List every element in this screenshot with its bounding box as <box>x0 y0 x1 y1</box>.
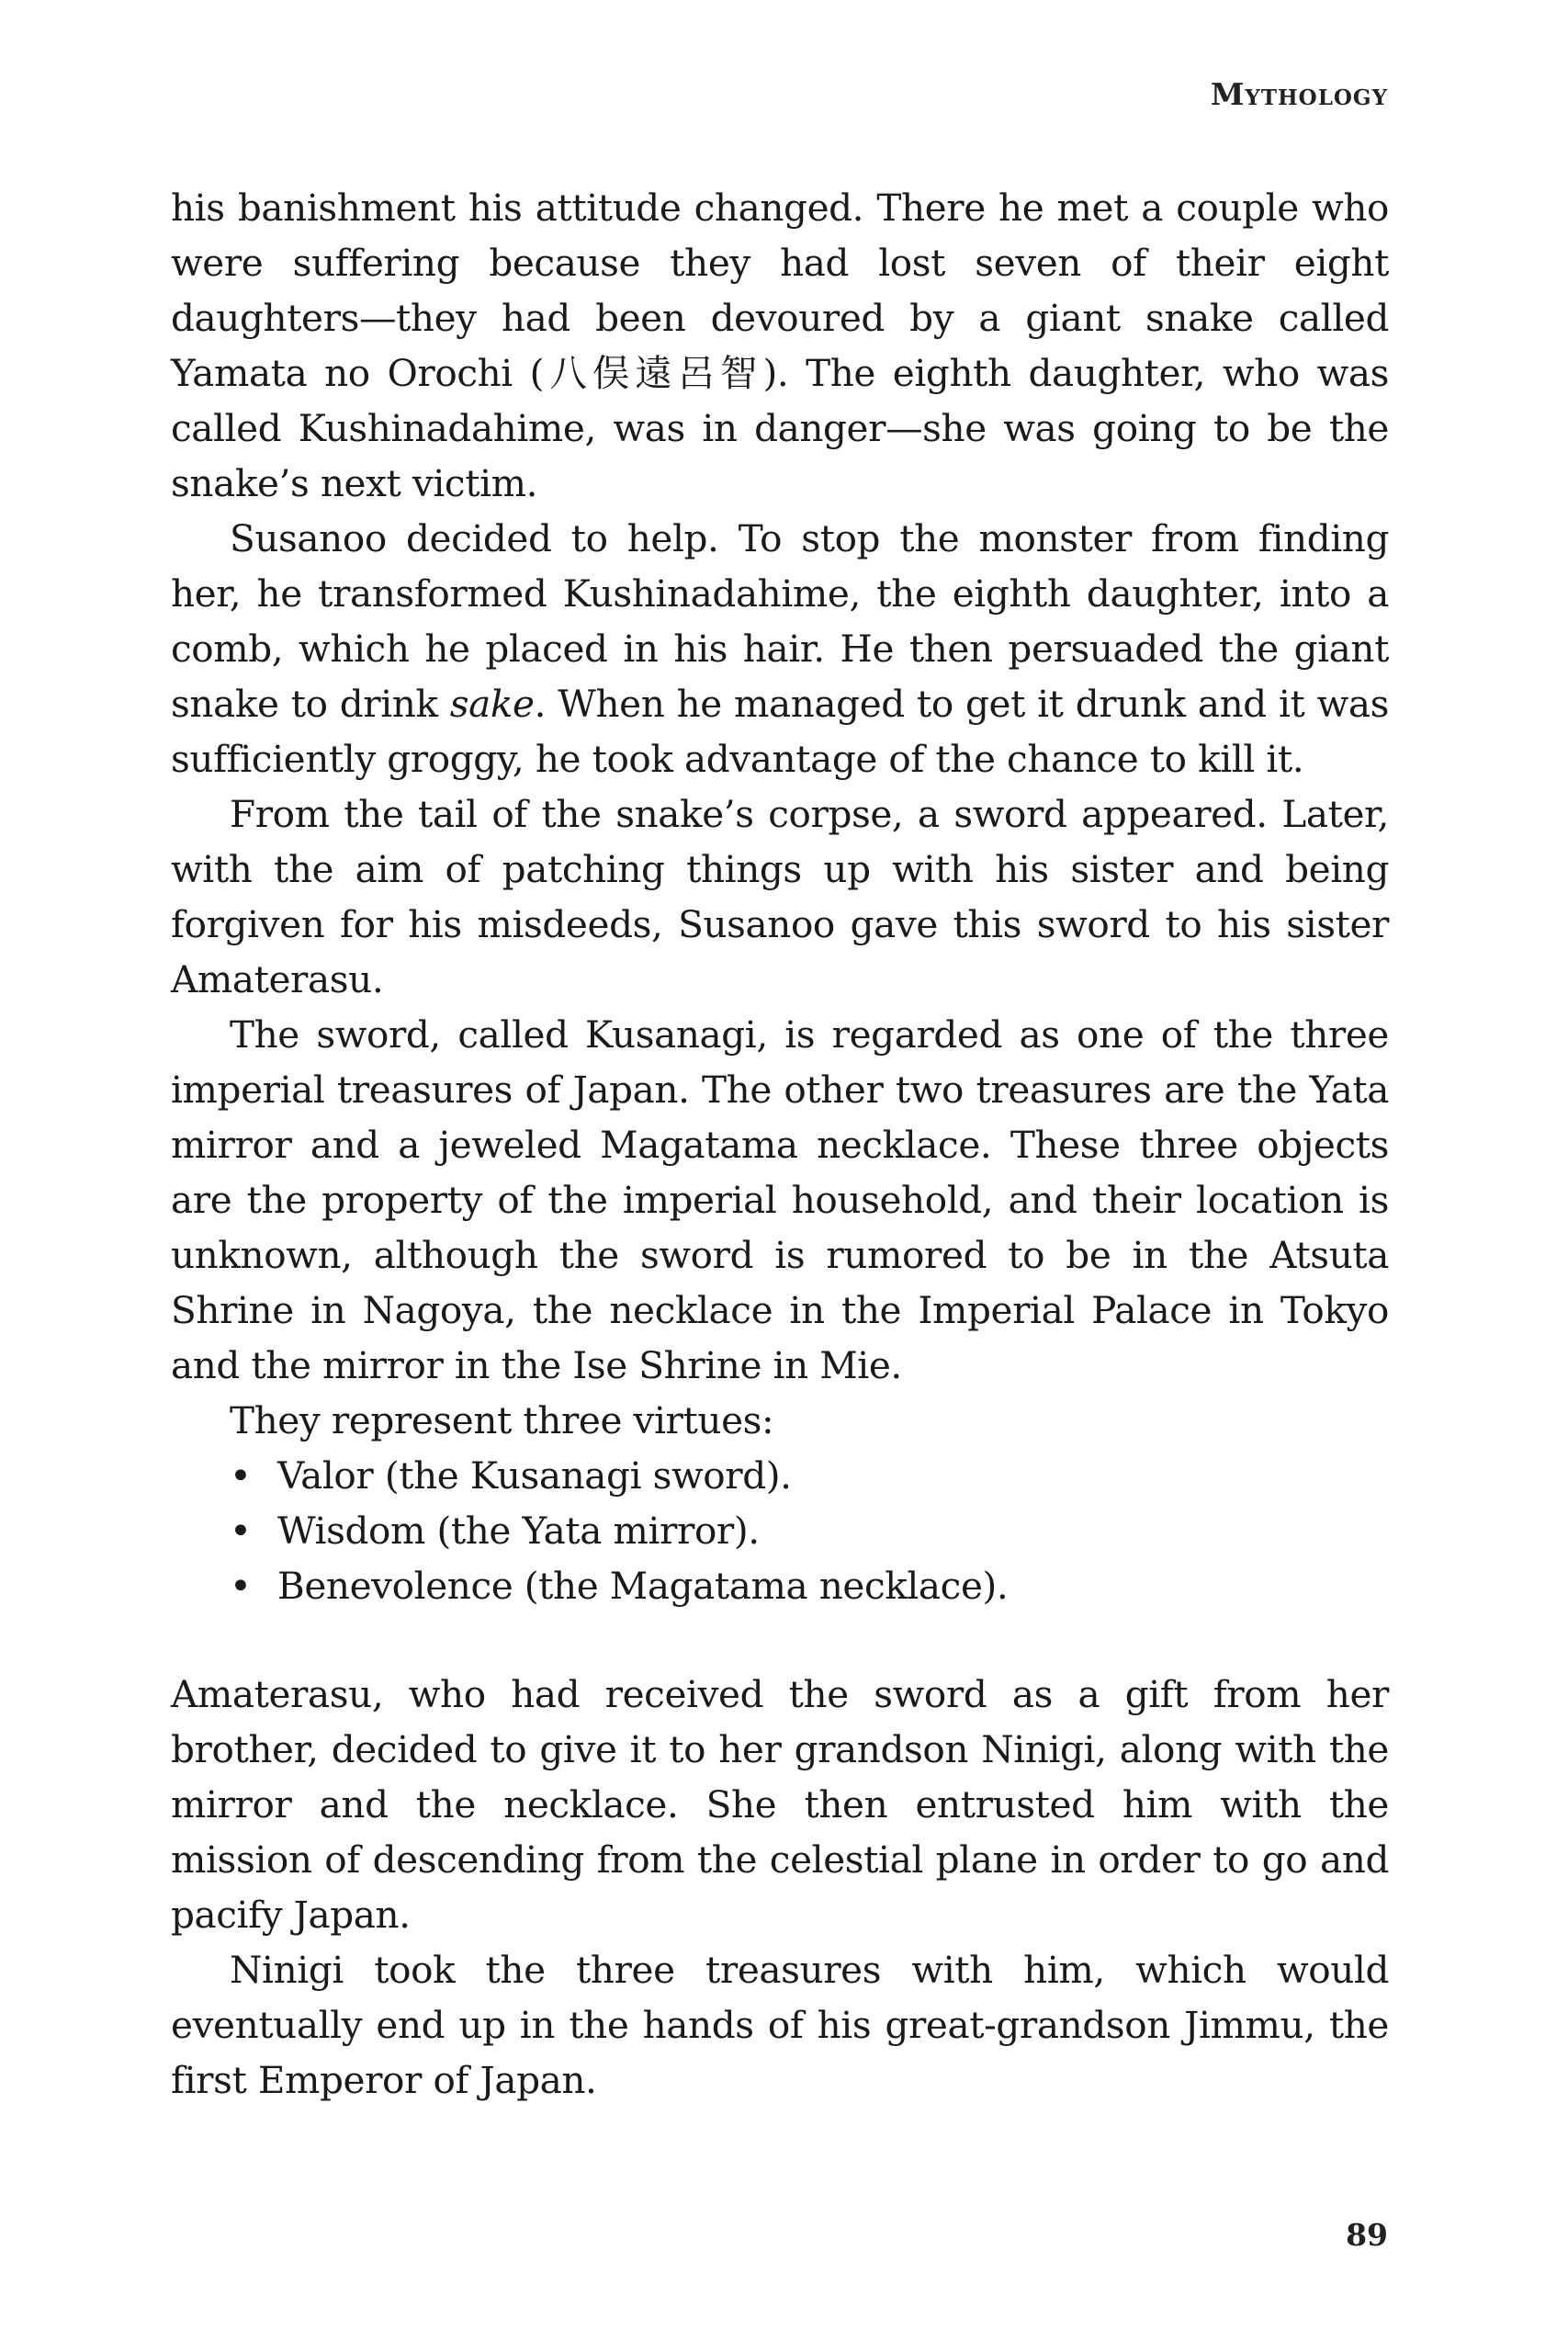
page-number: 89 <box>1346 2217 1388 2253</box>
list-item <box>230 1448 1389 1503</box>
section-break <box>171 1613 1389 1667</box>
paragraph-5: They represent three virtues: <box>230 1398 774 1442</box>
paragraph-1: his banishment his attitude changed. There he met a couple who were suffering because they had lost seven of their eight daughters—they had been devoured by a giant snake called Yamata no Orochi (八俣遠呂智). The eighth daughter, who was called Kushinadahime, was in danger—she was going to be the snake’s next victim. <box>171 186 1389 505</box>
list-item-text: Benevolence (the Magatama necklace). <box>277 1564 1009 1608</box>
paragraph-2-part-1: Susanoo decided to help. To stop the monster from finding her, he transformed Kushinadahime, the eighth daughter, into a comb, which he placed in his hair. He then persuaded the giant snake to drink <box>171 516 1389 726</box>
body-text <box>171 180 1389 2108</box>
bullet-icon: • <box>230 1509 252 1553</box>
paragraph-2 <box>171 511 1389 786</box>
list-item <box>230 1558 1389 1613</box>
running-head: Mythology <box>1210 76 1388 112</box>
list-item <box>230 1503 1389 1558</box>
paragraph-7: Ninigi took the three treasures with him, which would eventually end up in the hands of his great-grandson Jimmu, the first Emperor of Japan. <box>171 1948 1389 2102</box>
paragraph-4: The sword, called Kusanagi, is regarded as one of the three imperial treasures of Japan. The other two treasures are the Yata mirror and a jeweled Magatama necklace. These three objects are the property of the imperial household, and their location is unknown, although the sword is rumored to be in the Atsuta Shrine in Nagoya, the necklace in the Imperial Palace in Tokyo and the mirror in the Ise Shrine in Mie. <box>171 1012 1389 1387</box>
italic-term-sake: sake <box>449 682 535 726</box>
list-item-text: Wisdom (the Yata mirror). <box>277 1509 760 1553</box>
paragraph-2-part-2: . When he managed to get it drunk and it was sufficiently groggy, he took advantage of the chance to kill it. <box>171 682 1389 781</box>
list-item-text: Valor (the Kusanagi sword). <box>277 1453 792 1498</box>
paragraph-3: From the tail of the snake’s corpse, a sword appeared. Later, with the aim of patching things up with his sister and being forgiven for his misdeeds, Susanoo gave this sword to his sister Amaterasu. <box>171 792 1389 1001</box>
paragraph-6: Amaterasu, who had received the sword as a gift from her brother, decided to give it to her grandson Ninigi, along with the mirror and the necklace. She then entrusted him with the mission of descending from the celestial plane in order to go and pacify Japan. <box>171 1672 1389 1937</box>
bullet-icon: • <box>230 1453 252 1498</box>
virtues-list <box>171 1448 1389 1613</box>
bullet-icon: • <box>230 1564 252 1608</box>
